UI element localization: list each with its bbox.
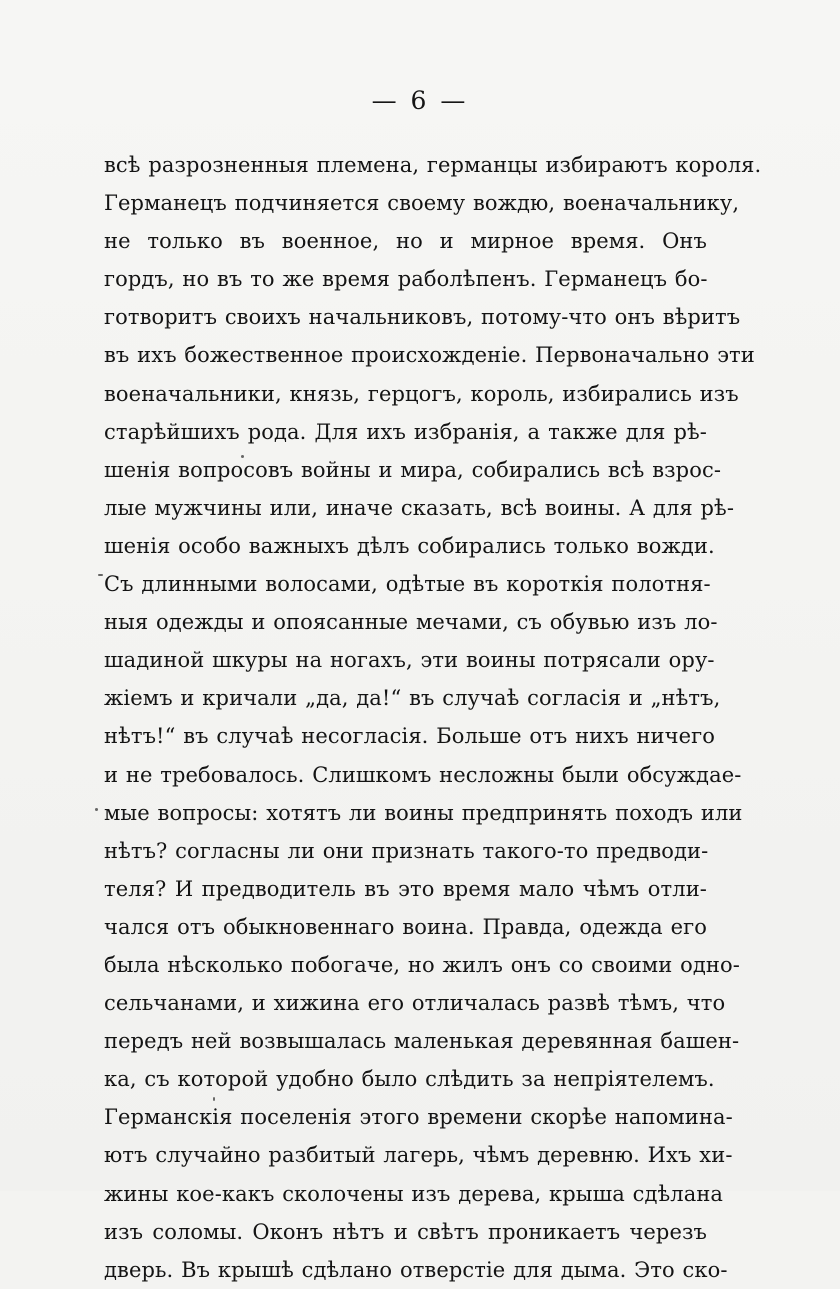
text-line: Съ длинными волосами, одѣтые въ короткія полотня- (104, 572, 711, 597)
text-line: дверь. Въ крышѣ сдѣлано отверстіе для дыма. Это ско- (104, 1257, 728, 1282)
text-line: всѣ разрозненныя племена, германцы избираютъ короля. (104, 153, 762, 177)
print-speck (241, 455, 244, 458)
print-speck (98, 574, 103, 576)
text-line: шадиной шкуры на ногахъ, эти воины потрясали ору- (104, 648, 715, 673)
text-line: шенія особо важныхъ дѣлъ собирались только вожди. (104, 533, 715, 558)
text-line: Германецъ подчиняется своему вождю, военачальнику, (104, 191, 740, 216)
text-line: ка, съ которой удобно было слѣдить за непріятелемъ. (104, 1067, 715, 1092)
text-line: ютъ случайно разбитый лагерь, чѣмъ деревню. Ихъ хи- (104, 1143, 733, 1168)
text-line: жіемъ и кричали „да, да!“ въ случаѣ согласія и „нѣтъ, (104, 686, 721, 711)
text-line: нѣтъ!“ въ случаѣ несогласія. Больше отъ нихъ ничего (104, 724, 716, 749)
text-line: лые мужчины или, иначе сказать, всѣ воины. А для рѣ- (104, 495, 735, 520)
print-speck (213, 1097, 215, 1101)
text-line: жины кое-какъ сколочены изъ дерева, крыша сдѣлана (104, 1181, 724, 1206)
text-line: шенія вопросовъ войны и мира, собирались всѣ взрос- (104, 457, 722, 482)
text-line: въ ихъ божественное происхожденіе. Первоначально эти (104, 343, 755, 368)
text-line: Германскія поселенія этого времени скорѣе напомина- (104, 1105, 733, 1130)
text-line: и не требовалось. Слишкомъ несложны были обсуждае- (104, 762, 742, 787)
text-line: сельчанами, и хижина его отличалась развѣ тѣмъ, что (104, 991, 726, 1016)
text-line: старѣйшихъ рода. Для ихъ избранія, а также для рѣ- (104, 419, 707, 444)
text-line: передъ ней возвышалась маленькая деревянная башен- (104, 1029, 740, 1054)
text-line: теля? И предводитель въ это время мало чѣмъ отли- (104, 876, 707, 901)
page-number: — 6 — (371, 86, 469, 115)
text-line: ныя одежды и опоясанные мечами, съ обувью изъ ло- (104, 610, 718, 635)
text-line: была нѣсколько побогаче, но жилъ онъ со своими одно- (104, 952, 740, 977)
text-line: готворитъ своихъ начальниковъ, потому-что онъ вѣритъ (104, 305, 741, 330)
text-line: мые вопросы: хотятъ ли воины предпринять походъ или (104, 800, 743, 825)
text-line: изъ соломы. Оконъ нѣтъ и свѣтъ проникаетъ черезъ (104, 1219, 707, 1244)
print-speck (95, 808, 98, 811)
text-line: нѣтъ? согласны ли они признать такого-то предводи- (104, 838, 709, 863)
body-text (104, 146, 762, 1289)
text-line: военачальники, князь, герцогъ, король, избирались изъ (104, 381, 739, 406)
text-line: гордъ, но въ то же время раболѣпенъ. Германецъ бо- (104, 267, 708, 292)
text-line: чался отъ обыкновеннаго воина. Правда, одежда его (104, 914, 707, 939)
text-line: не только въ военное, но и мирное время. Онъ (104, 229, 707, 254)
